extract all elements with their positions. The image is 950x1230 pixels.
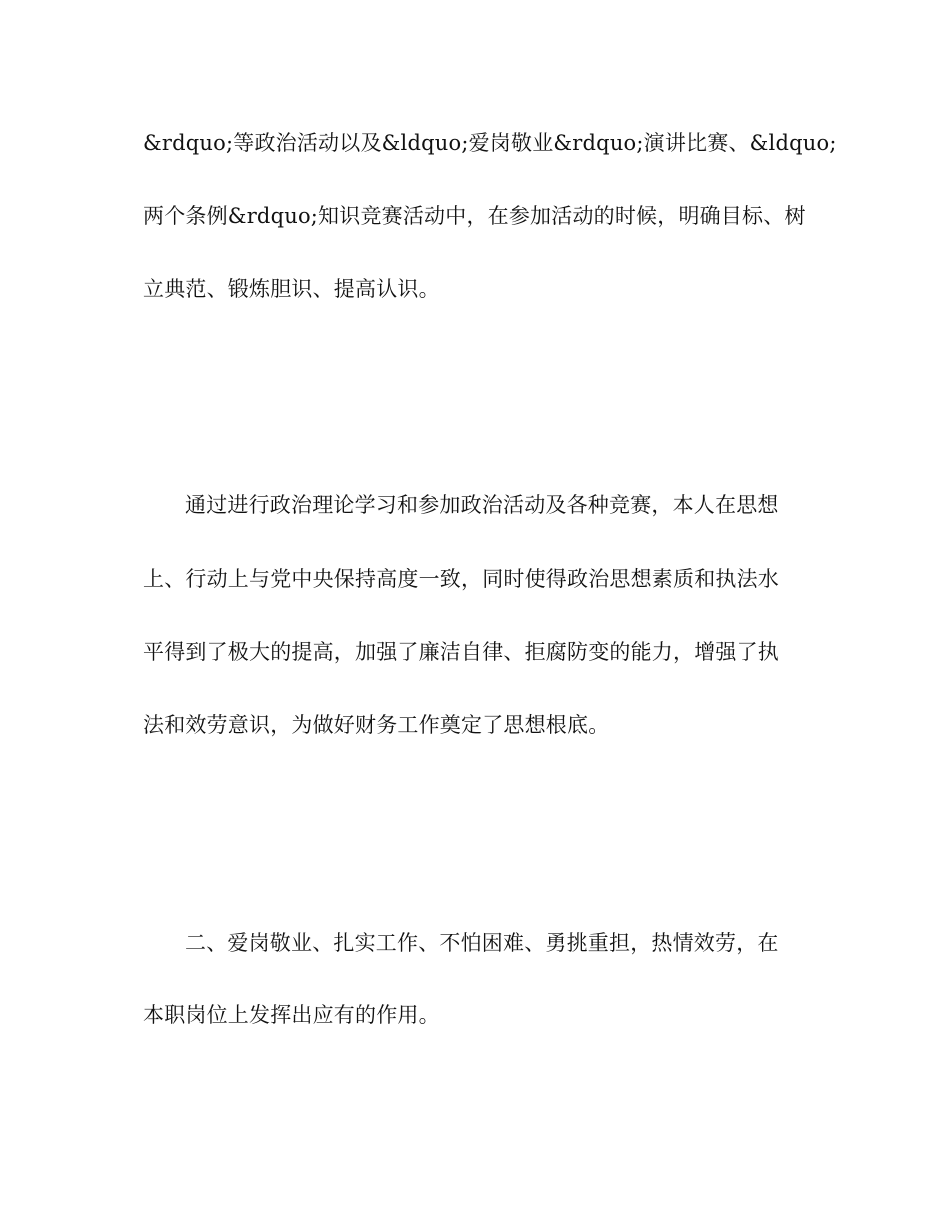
paragraph-1-line-2: 两个条例&rdquo;知识竞赛活动中，在参加活动的时候，明确目标、树	[143, 204, 806, 228]
paragraph-3-line-2: 本职岗位上发挥出应有的作用。	[143, 1003, 440, 1027]
paragraph-2-line-4: 法和效劳意识，为做好财务工作奠定了思想根底。	[143, 713, 610, 737]
paragraph-1-line-1: &rdquo;等政治活动以及&ldquo;爱岗敬业&rdquo;演讲比赛、&ldquo;	[143, 131, 837, 155]
paragraph-2-line-1: 通过进行政治理论学习和参加政治活动及各种竞赛，本人在思想	[185, 493, 779, 517]
paragraph-2-line-3: 平得到了极大的提高，加强了廉洁自律、拒腐防变的能力，增强了执	[143, 640, 779, 664]
paragraph-3-line-1: 二、爱岗敬业、扎实工作、不怕困难、勇挑重担，热情效劳，在	[185, 931, 779, 955]
paragraph-1-line-3: 立典范、锻炼胆识、提高认识。	[143, 277, 440, 301]
paragraph-2-line-2: 上、行动上与党中央保持高度一致，同时使得政治思想素质和执法水	[143, 567, 779, 591]
